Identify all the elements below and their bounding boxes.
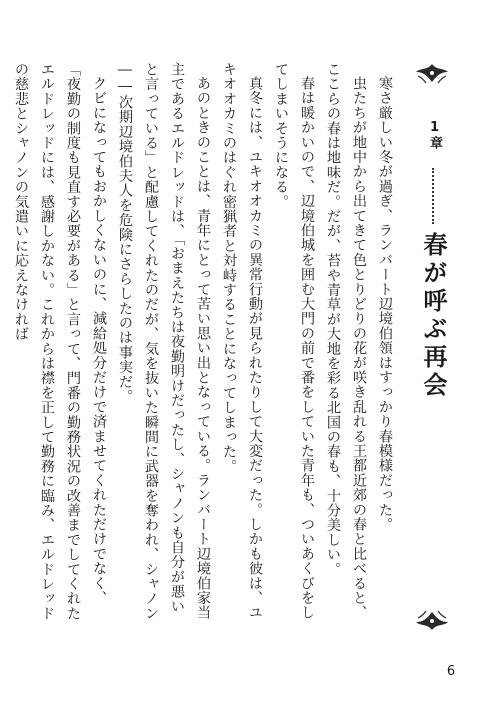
paragraph: 春は暖かいので、辺境伯城を囲む大門の前で番をしていた青年も、ついあくびをしてしまいそうになる。 <box>273 62 315 621</box>
paragraph: 虫たちが地中から出てきて色とりどりの花が咲き乱れる王都近郊の春と比べると、ここらの春は地味だ。だが、苔や青草が大地を彩る北国の春も、十分美しい。 <box>325 62 367 621</box>
paragraph: あのときのことは、青年にとって苦い思い出となっている。ランバート辺境伯家当主であるエルドレッドは、「おまえたちは夜勤明けだったし、シャノンも自分が悪いと言っている」と配慮してくれたのだが、気を抜いた瞬間に武器を奪われ、シャノン――次期辺境伯夫人を危険にさらしたのは事実だ。 <box>117 62 211 621</box>
paragraph: クビになってもおかしくないのに、減給処分だけで済ませてくれただけでなく、「夜勤の制度も見直す必要がある」と言って、門番の勤務状況の改善までしてくれたエルドレッドには、感謝しかない。これからは襟を正して勤務に臨み、エルドレッドの慈悲とシャノンの気遣いに応えなければ <box>13 62 107 621</box>
body-text <box>13 62 398 622</box>
paragraph: 寒さ厳しい冬が過ぎ、ランバート辺境伯領はすっかり春模様だった。 <box>377 76 393 532</box>
chapter-divider <box>432 168 436 224</box>
page-number: 6 <box>446 664 456 679</box>
ornament-top-icon <box>414 62 450 84</box>
paragraph: 真冬には、ユキオオカミの異常行動が見られたりして大変だった。しかも彼は、ユキオオカミのはぐれ密猟者と対峙することになってしまった。 <box>221 62 263 621</box>
chapter-label: 1章 <box>427 120 442 150</box>
chapter-title: 春が呼ぶ再会 <box>419 232 448 400</box>
ornament-bottom-icon <box>414 610 450 632</box>
